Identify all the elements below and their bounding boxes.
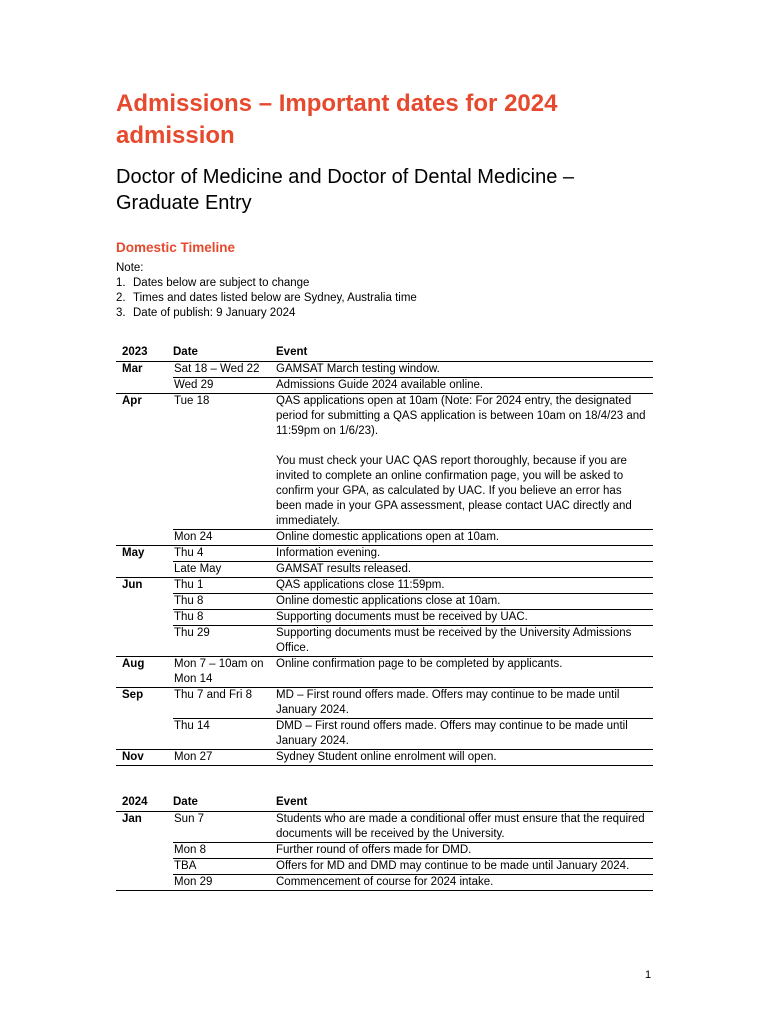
note-item [116,291,656,306]
event-cell [276,530,653,546]
event-text: MD – First round offers made. Offers may continue to be made until January 2024. [276,689,620,716]
event-text: GAMSAT results released. [276,563,412,575]
table-header-row [116,345,653,362]
date-cell: Sat 18 – Wed 22 [173,362,276,378]
note-item [116,306,656,321]
note-item [116,276,656,291]
note-text: Date of publish: 9 January 2024 [133,307,296,319]
month-cell: Apr [116,394,173,530]
event-cell [276,657,653,688]
timeline-table-2023 [116,345,653,766]
date-cell: Thu 7 and Fri 8 [173,688,276,719]
event-text: Offers for MD and DMD may continue to be made until January 2024. [276,860,630,872]
table-row [116,578,653,594]
event-cell [276,362,653,378]
event-text: Information evening. [276,547,381,559]
month-cell [116,859,173,875]
table-row [116,394,653,530]
document-subtitle: Doctor of Medicine and Doctor of Dental Medicine – Graduate Entry [116,166,575,214]
event-cell [276,750,653,766]
month-cell [116,610,173,626]
note-number: 2. [116,292,126,304]
event-text: Supporting documents must be received by the University Admissions Office. [276,627,632,654]
event-text: Students who are made a conditional offer must ensure that the required documents will be received by the University. [276,813,645,840]
month-cell [116,562,173,578]
date-header: Date [173,796,198,808]
event-header: Event [276,796,308,808]
event-text: GAMSAT March testing window. [276,363,440,375]
note-number: 1. [116,277,126,289]
event-cell [276,394,653,530]
date-cell: Mon 24 [173,530,276,546]
event-cell [276,859,653,875]
event-text: DMD – First round offers made. Offers may continue to be made until January 2024. [276,720,628,747]
event-cell [276,610,653,626]
table-row [116,719,653,750]
event-text: Commencement of course for 2024 intake. [276,876,494,888]
event-cell [276,688,653,719]
event-cell [276,719,653,750]
month-cell [116,530,173,546]
table-row [116,362,653,378]
table-row [116,562,653,578]
month-cell: Jun [116,578,173,594]
event-text: Admissions Guide 2024 available online. [276,379,484,391]
table-row [116,843,653,859]
table-row [116,626,653,657]
date-cell: Sun 7 [173,812,276,843]
page-number: 1 [645,969,652,981]
date-cell: Mon 29 [173,875,276,891]
table-row [116,688,653,719]
event-cell [276,626,653,657]
table-row [116,812,653,843]
table-row [116,610,653,626]
table-row [116,378,653,394]
event-cell [276,578,653,594]
month-cell: Jan [116,812,173,843]
event-text: Sydney Student online enrolment will open. [276,751,497,763]
table-row [116,859,653,875]
table-row [116,750,653,766]
table-row [116,546,653,562]
date-cell: Thu 29 [173,626,276,657]
table-row [116,530,653,546]
date-cell: Wed 29 [173,378,276,394]
date-cell: Thu 1 [173,578,276,594]
date-cell: Mon 27 [173,750,276,766]
year-header: 2024 [122,796,148,808]
month-cell: Sep [116,688,173,719]
event-text: QAS applications close 11:59pm. [276,579,445,591]
event-cell [276,843,653,859]
month-cell [116,875,173,891]
table-row [116,875,653,891]
month-cell [116,843,173,859]
month-cell [116,626,173,657]
month-cell: Mar [116,362,173,378]
event-text: Online domestic applications close at 10am. [276,595,501,607]
section-heading: Domestic Timeline [116,240,236,255]
table-row [116,657,653,688]
note-number: 3. [116,307,126,319]
event-header: Event [276,346,308,358]
date-cell: Thu 8 [173,594,276,610]
event-cell [276,378,653,394]
timeline-table-2024 [116,795,653,891]
date-cell: Mon 8 [173,843,276,859]
event-text: Supporting documents must be received by UAC. [276,611,528,623]
month-cell [116,594,173,610]
date-cell: Thu 4 [173,546,276,562]
event-text: You must check your UAC QAS report thoroughly, because if you are invited to complete an online confirmation page, you will be asked to confirm your GPA, as calculated by UAC. If you believe an error has been made in your GPA assessment, please contact UAC directly and immediately. [276,455,632,527]
date-cell: Mon 7 – 10am on Mon 14 [173,657,276,688]
month-cell [116,719,173,750]
date-cell: Late May [173,562,276,578]
note-text: Dates below are subject to change [133,277,310,289]
month-cell: May [116,546,173,562]
date-cell: TBA [173,859,276,875]
date-cell: Thu 8 [173,610,276,626]
event-text: QAS applications open at 10am (Note: For 2024 entry, the designated period for submitting a QAS application is between 10am on 18/4/23 and 11:59pm on 1/6/23). [276,395,646,437]
date-cell: Thu 14 [173,719,276,750]
date-header: Date [173,346,198,358]
note-label: Note: [116,262,144,274]
notes-block [116,261,656,321]
event-cell [276,594,653,610]
table-header-row [116,795,653,812]
document-title: Admissions – Important dates for 2024 admission [116,90,558,149]
event-text: Online confirmation page to be completed by applicants. [276,658,563,670]
date-cell: Tue 18 [173,394,276,530]
event-cell [276,562,653,578]
event-cell [276,546,653,562]
month-cell [116,378,173,394]
year-header: 2023 [122,346,148,358]
event-text: Online domestic applications open at 10am. [276,531,500,543]
month-cell: Nov [116,750,173,766]
event-cell [276,875,653,891]
table-row [116,594,653,610]
event-cell [276,812,653,843]
event-text: Further round of offers made for DMD. [276,844,472,856]
month-cell: Aug [116,657,173,688]
note-text: Times and dates listed below are Sydney, Australia time [133,292,417,304]
